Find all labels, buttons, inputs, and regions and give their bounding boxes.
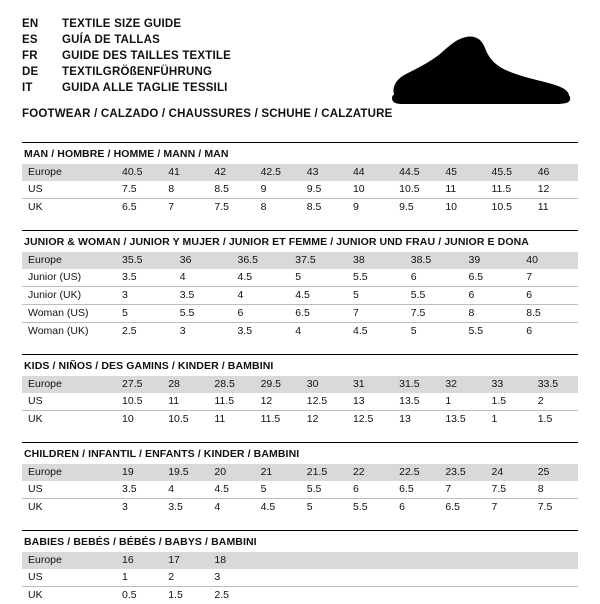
cell: 7.5 — [486, 481, 532, 499]
cell: 13 — [393, 411, 439, 429]
sizes-table — [22, 464, 578, 516]
cell: 4 — [174, 269, 232, 287]
cell: 4 — [208, 499, 254, 517]
cell: 12.5 — [301, 393, 347, 411]
row-label: UK — [22, 411, 116, 429]
section-babies — [22, 530, 578, 604]
cell — [393, 569, 439, 587]
cell: 6 — [393, 499, 439, 517]
cell: 10 — [347, 181, 393, 199]
cell: 1.5 — [486, 393, 532, 411]
cell: 10.5 — [162, 411, 208, 429]
cell — [486, 587, 532, 604]
table-row — [22, 411, 578, 429]
language-code: FR — [22, 50, 62, 66]
language-title: TEXTILE SIZE GUIDE — [62, 18, 231, 34]
cell — [393, 552, 439, 569]
row-label: Europe — [22, 376, 116, 393]
cell: 9 — [255, 181, 301, 199]
cell: 3.5 — [174, 287, 232, 305]
cell: 7.5 — [208, 199, 254, 217]
cell — [439, 587, 485, 604]
row-label: Europe — [22, 164, 116, 181]
language-code: IT — [22, 82, 62, 98]
dress-shoe-icon — [386, 32, 576, 110]
table-row — [22, 499, 578, 517]
cell: 40.5 — [116, 164, 162, 181]
cell: 10.5 — [393, 181, 439, 199]
cell: 11 — [439, 181, 485, 199]
cell: 5.5 — [301, 481, 347, 499]
cell: 3 — [208, 569, 254, 587]
cell: 5 — [116, 305, 174, 323]
cell: 13.5 — [393, 393, 439, 411]
cell: 5 — [347, 287, 405, 305]
cell — [347, 552, 393, 569]
cell: 17 — [162, 552, 208, 569]
cell: 6.5 — [439, 499, 485, 517]
row-label: UK — [22, 199, 116, 217]
language-title: GUIDE DES TAILLES TEXTILE — [62, 50, 231, 66]
cell: 13.5 — [439, 411, 485, 429]
row-label: US — [22, 181, 116, 199]
table-row — [22, 569, 578, 587]
cell — [255, 569, 301, 587]
cell: 38 — [347, 252, 405, 269]
section-title: BABIES / BEBÉS / BÉBÉS / BABYS / BAMBINI — [22, 530, 578, 552]
cell: 4 — [162, 481, 208, 499]
cell: 4.5 — [208, 481, 254, 499]
cell: 7 — [162, 199, 208, 217]
cell: 6 — [347, 481, 393, 499]
cell: 42.5 — [255, 164, 301, 181]
sizes-table — [22, 252, 578, 340]
cell: 8 — [463, 305, 521, 323]
cell: 2 — [532, 393, 578, 411]
language-row — [22, 50, 231, 66]
section-kids — [22, 354, 578, 428]
cell: 6.5 — [289, 305, 347, 323]
cell: 10 — [439, 199, 485, 217]
row-label: Europe — [22, 252, 116, 269]
language-row — [22, 18, 231, 34]
section-junior-woman — [22, 230, 578, 340]
cell: 32 — [439, 376, 485, 393]
cell: 7 — [486, 499, 532, 517]
cell: 11 — [162, 393, 208, 411]
cell: 1 — [486, 411, 532, 429]
cell: 20 — [208, 464, 254, 481]
cell: 16 — [116, 552, 162, 569]
cell — [532, 569, 578, 587]
row-label: US — [22, 393, 116, 411]
cell: 3.5 — [116, 269, 174, 287]
cell: 45 — [439, 164, 485, 181]
cell: 6.5 — [116, 199, 162, 217]
table-row — [22, 199, 578, 217]
cell: 8.5 — [301, 199, 347, 217]
cell: 11.5 — [208, 393, 254, 411]
cell: 21.5 — [301, 464, 347, 481]
cell: 5.5 — [347, 269, 405, 287]
cell — [532, 552, 578, 569]
language-code: DE — [22, 66, 62, 82]
row-label: US — [22, 481, 116, 499]
cell: 9.5 — [393, 199, 439, 217]
cell: 9.5 — [301, 181, 347, 199]
language-title: GUÍA DE TALLAS — [62, 34, 231, 50]
table-row — [22, 552, 578, 569]
language-title: GUIDA ALLE TAGLIE TESSILI — [62, 82, 231, 98]
cell: 39 — [463, 252, 521, 269]
cell: 7.5 — [116, 181, 162, 199]
cell: 3.5 — [232, 323, 290, 341]
cell: 6 — [232, 305, 290, 323]
cell: 6.5 — [393, 481, 439, 499]
row-label: UK — [22, 499, 116, 517]
cell: 33 — [486, 376, 532, 393]
cell: 7 — [520, 269, 578, 287]
sizes-table — [22, 164, 578, 216]
cell: 11 — [208, 411, 254, 429]
cell: 40 — [520, 252, 578, 269]
language-code: EN — [22, 18, 62, 34]
cell — [486, 569, 532, 587]
cell: 19.5 — [162, 464, 208, 481]
row-label: UK — [22, 587, 116, 604]
cell: 1.5 — [162, 587, 208, 604]
cell: 21 — [255, 464, 301, 481]
cell: 3 — [116, 499, 162, 517]
cell: 11 — [532, 199, 578, 217]
cell: 4 — [232, 287, 290, 305]
section-title: MAN / HOMBRE / HOMME / MANN / MAN — [22, 142, 578, 164]
cell: 0.5 — [116, 587, 162, 604]
cell: 3.5 — [116, 481, 162, 499]
cell: 9 — [347, 199, 393, 217]
section-title: JUNIOR & WOMAN / JUNIOR Y MUJER / JUNIOR ET FEMME / JUNIOR UND FRAU / JUNIOR E DONA — [22, 230, 578, 252]
cell — [255, 552, 301, 569]
table-row — [22, 287, 578, 305]
cell: 41 — [162, 164, 208, 181]
cell: 31.5 — [393, 376, 439, 393]
cell: 5 — [301, 499, 347, 517]
table-row — [22, 181, 578, 199]
table-row — [22, 305, 578, 323]
cell — [486, 552, 532, 569]
cell: 43 — [301, 164, 347, 181]
language-row — [22, 82, 231, 98]
cell: 8.5 — [208, 181, 254, 199]
cell: 10.5 — [116, 393, 162, 411]
cell: 27.5 — [116, 376, 162, 393]
cell: 24 — [486, 464, 532, 481]
cell: 7.5 — [532, 499, 578, 517]
cell: 6 — [520, 287, 578, 305]
cell: 10.5 — [486, 199, 532, 217]
cell: 5.5 — [347, 499, 393, 517]
table-row — [22, 164, 578, 181]
sizes-table — [22, 376, 578, 428]
table-row — [22, 376, 578, 393]
language-row — [22, 34, 231, 50]
cell: 36 — [174, 252, 232, 269]
cell: 4.5 — [289, 287, 347, 305]
cell: 19 — [116, 464, 162, 481]
cell: 11.5 — [486, 181, 532, 199]
cell — [347, 569, 393, 587]
cell: 5.5 — [405, 287, 463, 305]
cell: 5.5 — [174, 305, 232, 323]
cell: 5 — [405, 323, 463, 341]
cell: 4.5 — [347, 323, 405, 341]
cell: 45.5 — [486, 164, 532, 181]
cell — [301, 587, 347, 604]
header — [22, 18, 578, 128]
cell — [393, 587, 439, 604]
cell — [532, 587, 578, 604]
section-children — [22, 442, 578, 516]
cell: 7 — [347, 305, 405, 323]
cell: 31 — [347, 376, 393, 393]
cell: 8 — [532, 481, 578, 499]
cell: 44.5 — [393, 164, 439, 181]
cell: 1.5 — [532, 411, 578, 429]
cell: 44 — [347, 164, 393, 181]
cell: 5 — [289, 269, 347, 287]
cell: 25 — [532, 464, 578, 481]
cell: 12 — [532, 181, 578, 199]
cell — [255, 587, 301, 604]
cell — [301, 552, 347, 569]
language-code: ES — [22, 34, 62, 50]
cell: 6 — [463, 287, 521, 305]
cell: 13 — [347, 393, 393, 411]
cell: 1 — [116, 569, 162, 587]
table-row — [22, 252, 578, 269]
cell: 2.5 — [208, 587, 254, 604]
cell: 6 — [405, 269, 463, 287]
row-label: Junior (US) — [22, 269, 116, 287]
cell: 18 — [208, 552, 254, 569]
cell: 28.5 — [208, 376, 254, 393]
cell: 30 — [301, 376, 347, 393]
cell: 7.5 — [405, 305, 463, 323]
cell: 10 — [116, 411, 162, 429]
cell: 6 — [520, 323, 578, 341]
footwear-category-line: FOOTWEAR / CALZADO / CHAUSSURES / SCHUHE / CALZATURE — [22, 108, 578, 120]
cell: 11.5 — [255, 411, 301, 429]
cell: 5 — [255, 481, 301, 499]
cell: 12 — [301, 411, 347, 429]
cell: 8 — [255, 199, 301, 217]
cell: 37.5 — [289, 252, 347, 269]
cell: 2.5 — [116, 323, 174, 341]
language-title: TEXTILGRÖßENFÜHRUNG — [62, 66, 231, 82]
cell: 5.5 — [463, 323, 521, 341]
row-label: Europe — [22, 464, 116, 481]
table-row — [22, 393, 578, 411]
row-label: Europe — [22, 552, 116, 569]
row-label: Junior (UK) — [22, 287, 116, 305]
cell: 29.5 — [255, 376, 301, 393]
row-label: Woman (US) — [22, 305, 116, 323]
table-row — [22, 481, 578, 499]
cell: 42 — [208, 164, 254, 181]
cell: 33.5 — [532, 376, 578, 393]
cell: 7 — [439, 481, 485, 499]
section-title: CHILDREN / INFANTIL / ENFANTS / KINDER / BAMBINI — [22, 442, 578, 464]
sizes-table — [22, 552, 578, 604]
section-title: KIDS / NIÑOS / DES GAMINS / KINDER / BAMBINI — [22, 354, 578, 376]
cell: 22.5 — [393, 464, 439, 481]
cell: 35.5 — [116, 252, 174, 269]
table-row — [22, 323, 578, 341]
section-man — [22, 142, 578, 216]
cell: 46 — [532, 164, 578, 181]
cell: 4 — [289, 323, 347, 341]
cell — [301, 569, 347, 587]
cell: 36.5 — [232, 252, 290, 269]
table-row — [22, 587, 578, 604]
cell: 8 — [162, 181, 208, 199]
cell: 3 — [174, 323, 232, 341]
cell: 3.5 — [162, 499, 208, 517]
table-row — [22, 464, 578, 481]
table-row — [22, 269, 578, 287]
cell: 23.5 — [439, 464, 485, 481]
cell: 3 — [116, 287, 174, 305]
row-label: US — [22, 569, 116, 587]
cell: 4.5 — [232, 269, 290, 287]
cell — [439, 569, 485, 587]
cell: 22 — [347, 464, 393, 481]
language-row — [22, 66, 231, 82]
cell: 6.5 — [463, 269, 521, 287]
row-label: Woman (UK) — [22, 323, 116, 341]
cell: 12 — [255, 393, 301, 411]
cell: 4.5 — [255, 499, 301, 517]
cell: 2 — [162, 569, 208, 587]
cell: 8.5 — [520, 305, 578, 323]
cell: 38.5 — [405, 252, 463, 269]
cell: 1 — [439, 393, 485, 411]
language-title-table — [22, 18, 231, 98]
cell — [439, 552, 485, 569]
cell — [347, 587, 393, 604]
cell: 28 — [162, 376, 208, 393]
cell: 12.5 — [347, 411, 393, 429]
